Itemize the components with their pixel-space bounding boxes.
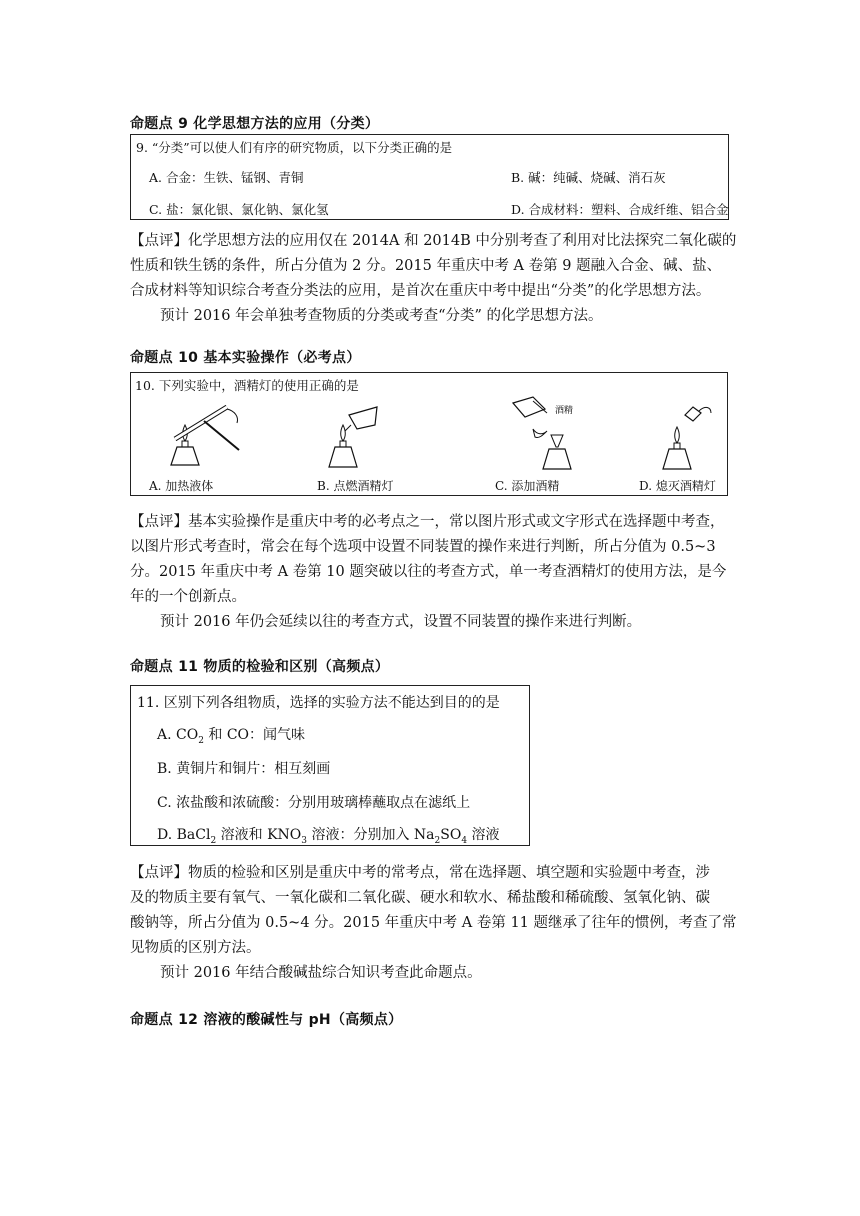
- question-11-box: [130, 685, 530, 846]
- comment-line: 酸钠等，所占分值为 0.5~4 分。2015 年重庆中考 A 卷第 11 题继承了往年的惯例，考查了常: [130, 915, 737, 931]
- section-11-forecast: 预计 2016 年结合酸碱盐综合知识考查此命题点。: [160, 965, 482, 981]
- adding-alcohol-illustration: [503, 395, 603, 475]
- section-10-forecast: 预计 2016 年仍会延续以往的考查方式，设置不同装置的操作来进行判断。: [160, 614, 642, 630]
- comment-line: 年的一个创新点。: [130, 589, 246, 605]
- question-9-box: [130, 134, 729, 220]
- question-9-option-b: B. 碱：纯碱、烧碱、消石灰: [511, 170, 666, 185]
- section-9-comment: [130, 229, 737, 329]
- question-10-box: [130, 372, 728, 496]
- extinguishing-lamp-illustration: [649, 395, 729, 475]
- comment-line: 【点评】物质的检验和区别是重庆中考的常考点，常在选择题、填空题和实验题中考查，涉: [130, 865, 710, 881]
- question-9-stem: 9. “分类”可以使人们有序的研究物质，以下分类正确的是: [136, 140, 453, 155]
- caption-b: B. 点燃酒精灯: [317, 479, 394, 493]
- question-11-option-a: A. $CO_2$ 和 CO：闻气味: [157, 727, 306, 746]
- caption-c: C. 添加酒精: [495, 479, 560, 493]
- comment-line: 合成材料等知识综合考查分类法的应用，是首次在重庆中考中提出“分类”的化学思想方法。: [130, 283, 711, 299]
- section-10-heading: 命题点 10 基本实验操作（必考点）: [130, 350, 361, 366]
- question-11-option-b: B. 黄铜片和铜片：相互刻画: [157, 761, 331, 777]
- comment-line: 见物质的区别方法。: [130, 940, 261, 956]
- comment-line: 【点评】化学思想方法的应用仅在 2014A 和 2014B 中分别考查了利用对比法探究二氧化碳的: [130, 233, 737, 249]
- caption-d: D. 熄灭酒精灯: [639, 479, 716, 493]
- comment-line: 以图片形式考查时，常会在每个选项中设置不同装置的操作来进行判断，所占分值为 0.5~3: [130, 539, 716, 555]
- section-10-comment: [130, 510, 730, 635]
- question-9-option-d: D. 合成材料：塑料、合成纤维、铝合金: [511, 202, 729, 217]
- lighting-lamp-illustration: [311, 395, 401, 475]
- comment-line: 【点评】基本实验操作是重庆中考的必考点之一，常以图片形式或文字形式在选择题中考查，: [130, 514, 725, 530]
- section-9-forecast: 预计 2016 年会单独考查物质的分类或考查“分类” 的化学思想方法。: [160, 308, 603, 324]
- question-11-option-c: C. 浓盐酸和浓硫酸：分别用玻璃棒蘸取点在滤纸上: [157, 795, 471, 811]
- section-11-heading: 命题点 11 物质的检验和区别（高频点）: [130, 659, 390, 675]
- section-12-heading: 命题点 12 溶液的酸碱性与 pH（高频点）: [130, 1012, 403, 1028]
- comment-line: 性质和铁生锈的条件，所占分值为 2 分。2015 年重庆中考 A 卷第 9 题融入合金、碱、盐、: [130, 258, 722, 274]
- comment-line: 分。2015 年重庆中考 A 卷第 10 题突破以往的考查方式，单一考查酒精灯的使用方法，是今: [130, 564, 727, 580]
- alcohol-label: 酒精: [555, 406, 574, 416]
- caption-a: A. 加热液体: [149, 479, 214, 493]
- question-9-option-a: A. 合金：生铁、锰钢、青铜: [149, 170, 304, 185]
- section-11-comment: [130, 861, 737, 986]
- question-11-stem: 11. 区别下列各组物质，选择的实验方法不能达到目的的是: [137, 695, 500, 711]
- question-10-stem: 10. 下列实验中，酒精灯的使用正确的是: [135, 378, 359, 393]
- question-11-option-d: D. BaCl$_2$ 溶液和 $KNO_3$ 溶液：分别加入 $Na_2SO_4$ 溶液: [157, 827, 500, 846]
- heating-liquid-illustration: [149, 395, 249, 475]
- section-9-heading: 命题点 9 化学思想方法的应用（分类）: [130, 116, 380, 132]
- question-9-option-c: C. 盐：氯化银、氯化钠、氯化氢: [149, 202, 329, 217]
- comment-line: 及的物质主要有氧气、一氧化碳和二氧化碳、硬水和软水、稀盐酸和稀硫酸、氢氧化钠、碳: [130, 890, 710, 906]
